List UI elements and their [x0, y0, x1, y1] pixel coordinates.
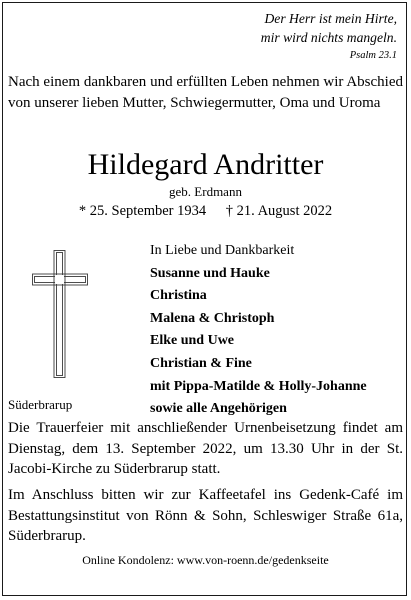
death-date: † 21. August 2022	[225, 203, 333, 219]
intro-text: Nach einem dankbaren und erfüllten Leben nehmen wir Abschied von unserer lieben Mutter, Schwiegermutter, Oma und Uroma	[8, 74, 403, 111]
deceased-name: Hildegard Andritter	[87, 148, 324, 181]
cafe-text: Im Anschluss bitten wir zur Kaffeetafel ins Gedenk-Café im Bestattungsinstitut von Rönn & Sohn, Schleswiger Straße 61a, Süderbrarup.	[8, 487, 403, 544]
cross-icon	[32, 250, 88, 378]
birth-date: * 25. September 1934	[78, 203, 207, 219]
mourner-name: Elke und Uwe	[150, 333, 235, 349]
psalm-quote	[261, 9, 397, 63]
mourners-list	[150, 240, 405, 421]
mourner-name: Susanne und Hauke	[150, 265, 270, 281]
mourner-name: mit Pippa-Matilde & Holly-Johanne	[150, 378, 367, 394]
online-condolence: Online Kondolenz: www.von-roenn.de/gedenkseite	[82, 553, 329, 567]
psalm-line-2: mir wird nichts mangeln.	[260, 30, 397, 45]
place-name: Süderbrarup	[8, 397, 73, 412]
psalm-line-1: Der Herr ist mein Hirte,	[264, 11, 397, 26]
psalm-reference: Psalm 23.1	[349, 50, 397, 61]
mourners-intro: In Liebe und Dankbarkeit	[150, 243, 295, 258]
birth-name: geb. Erdmann	[169, 184, 242, 199]
mourner-name: Christian & Fine	[150, 355, 252, 371]
funeral-text: Die Trauerfeier mit anschließender Urnenbeisetzung findet am Dienstag, dem 13. September 2022, um 13.30 Uhr in der St. Jacobi-Kirche zu Süderbrarup statt.	[8, 420, 403, 477]
mourner-name: Christina	[150, 288, 207, 304]
life-dates	[0, 202, 411, 220]
mourner-name: Malena & Christoph	[150, 310, 275, 326]
mourner-name: sowie alle Angehörigen	[150, 401, 287, 417]
